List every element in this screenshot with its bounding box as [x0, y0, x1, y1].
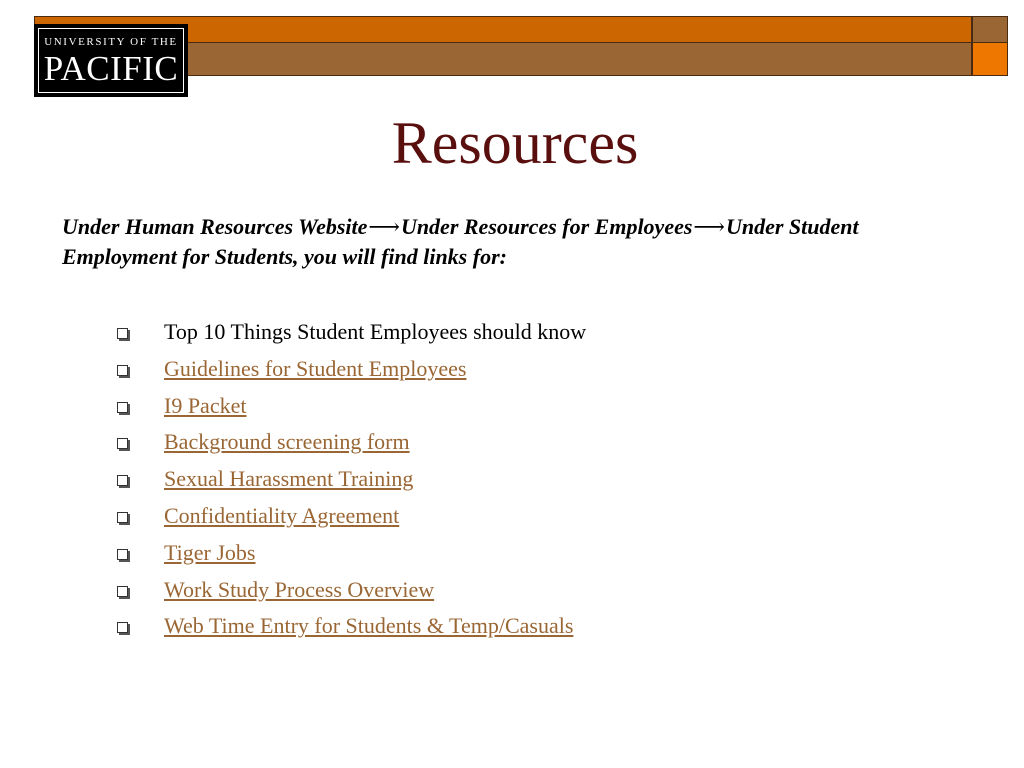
resource-text: Top 10 Things Student Employees should know — [164, 319, 587, 344]
checkbox-square-icon — [117, 512, 128, 523]
list-item[interactable] — [115, 351, 915, 388]
resource-link[interactable]: Tiger Jobs — [164, 539, 256, 565]
intro-part-3: Under Student Employment for Students, you will find links for: — [62, 214, 859, 269]
long-right-arrow-icon: ⟶ — [368, 214, 400, 239]
resource-link[interactable]: Guidelines for Student Employees — [164, 355, 467, 381]
intro-paragraph — [62, 212, 962, 272]
resource-link[interactable]: Sexual Harassment Training — [164, 466, 414, 492]
checkbox-square-icon — [117, 438, 128, 449]
list-item[interactable] — [115, 608, 915, 645]
resource-link[interactable]: Web Time Entry for Students & Temp/Casuals — [164, 613, 574, 639]
long-right-arrow-icon: ⟶ — [693, 214, 725, 239]
banner-corner-box-bottom — [972, 43, 1008, 76]
checkbox-square-icon — [117, 549, 128, 560]
list-item[interactable] — [115, 424, 915, 461]
list-item[interactable] — [115, 498, 915, 535]
resource-list — [115, 314, 915, 645]
list-item[interactable] — [115, 535, 915, 572]
intro-part-1: Under Human Resources Website — [62, 214, 368, 239]
header-banner — [34, 16, 1008, 88]
logo-line-1: UNIVERSITY OF THE — [44, 36, 178, 48]
list-item[interactable] — [115, 461, 915, 498]
checkbox-square-icon — [117, 328, 128, 339]
page-title: Resources — [391, 110, 639, 176]
intro-part-2: Under Resources for Employees — [400, 214, 693, 239]
resource-link[interactable]: Work Study Process Overview — [164, 576, 435, 602]
university-logo — [34, 24, 188, 97]
checkbox-square-icon — [117, 402, 128, 413]
list-item — [115, 314, 915, 351]
resource-link[interactable]: Background screening form — [164, 429, 410, 455]
checkbox-square-icon — [117, 365, 128, 376]
checkbox-square-icon — [117, 586, 128, 597]
checkbox-square-icon — [117, 475, 128, 486]
logo-frame — [38, 28, 184, 93]
checkbox-square-icon — [117, 622, 128, 633]
banner-corner-box-top — [972, 16, 1008, 43]
resource-link[interactable]: Confidentiality Agreement — [164, 502, 400, 528]
logo-line-2: PACIFIC — [43, 49, 179, 88]
list-item[interactable] — [115, 572, 915, 609]
resource-link[interactable]: I9 Packet — [164, 392, 247, 418]
list-item[interactable] — [115, 388, 915, 425]
